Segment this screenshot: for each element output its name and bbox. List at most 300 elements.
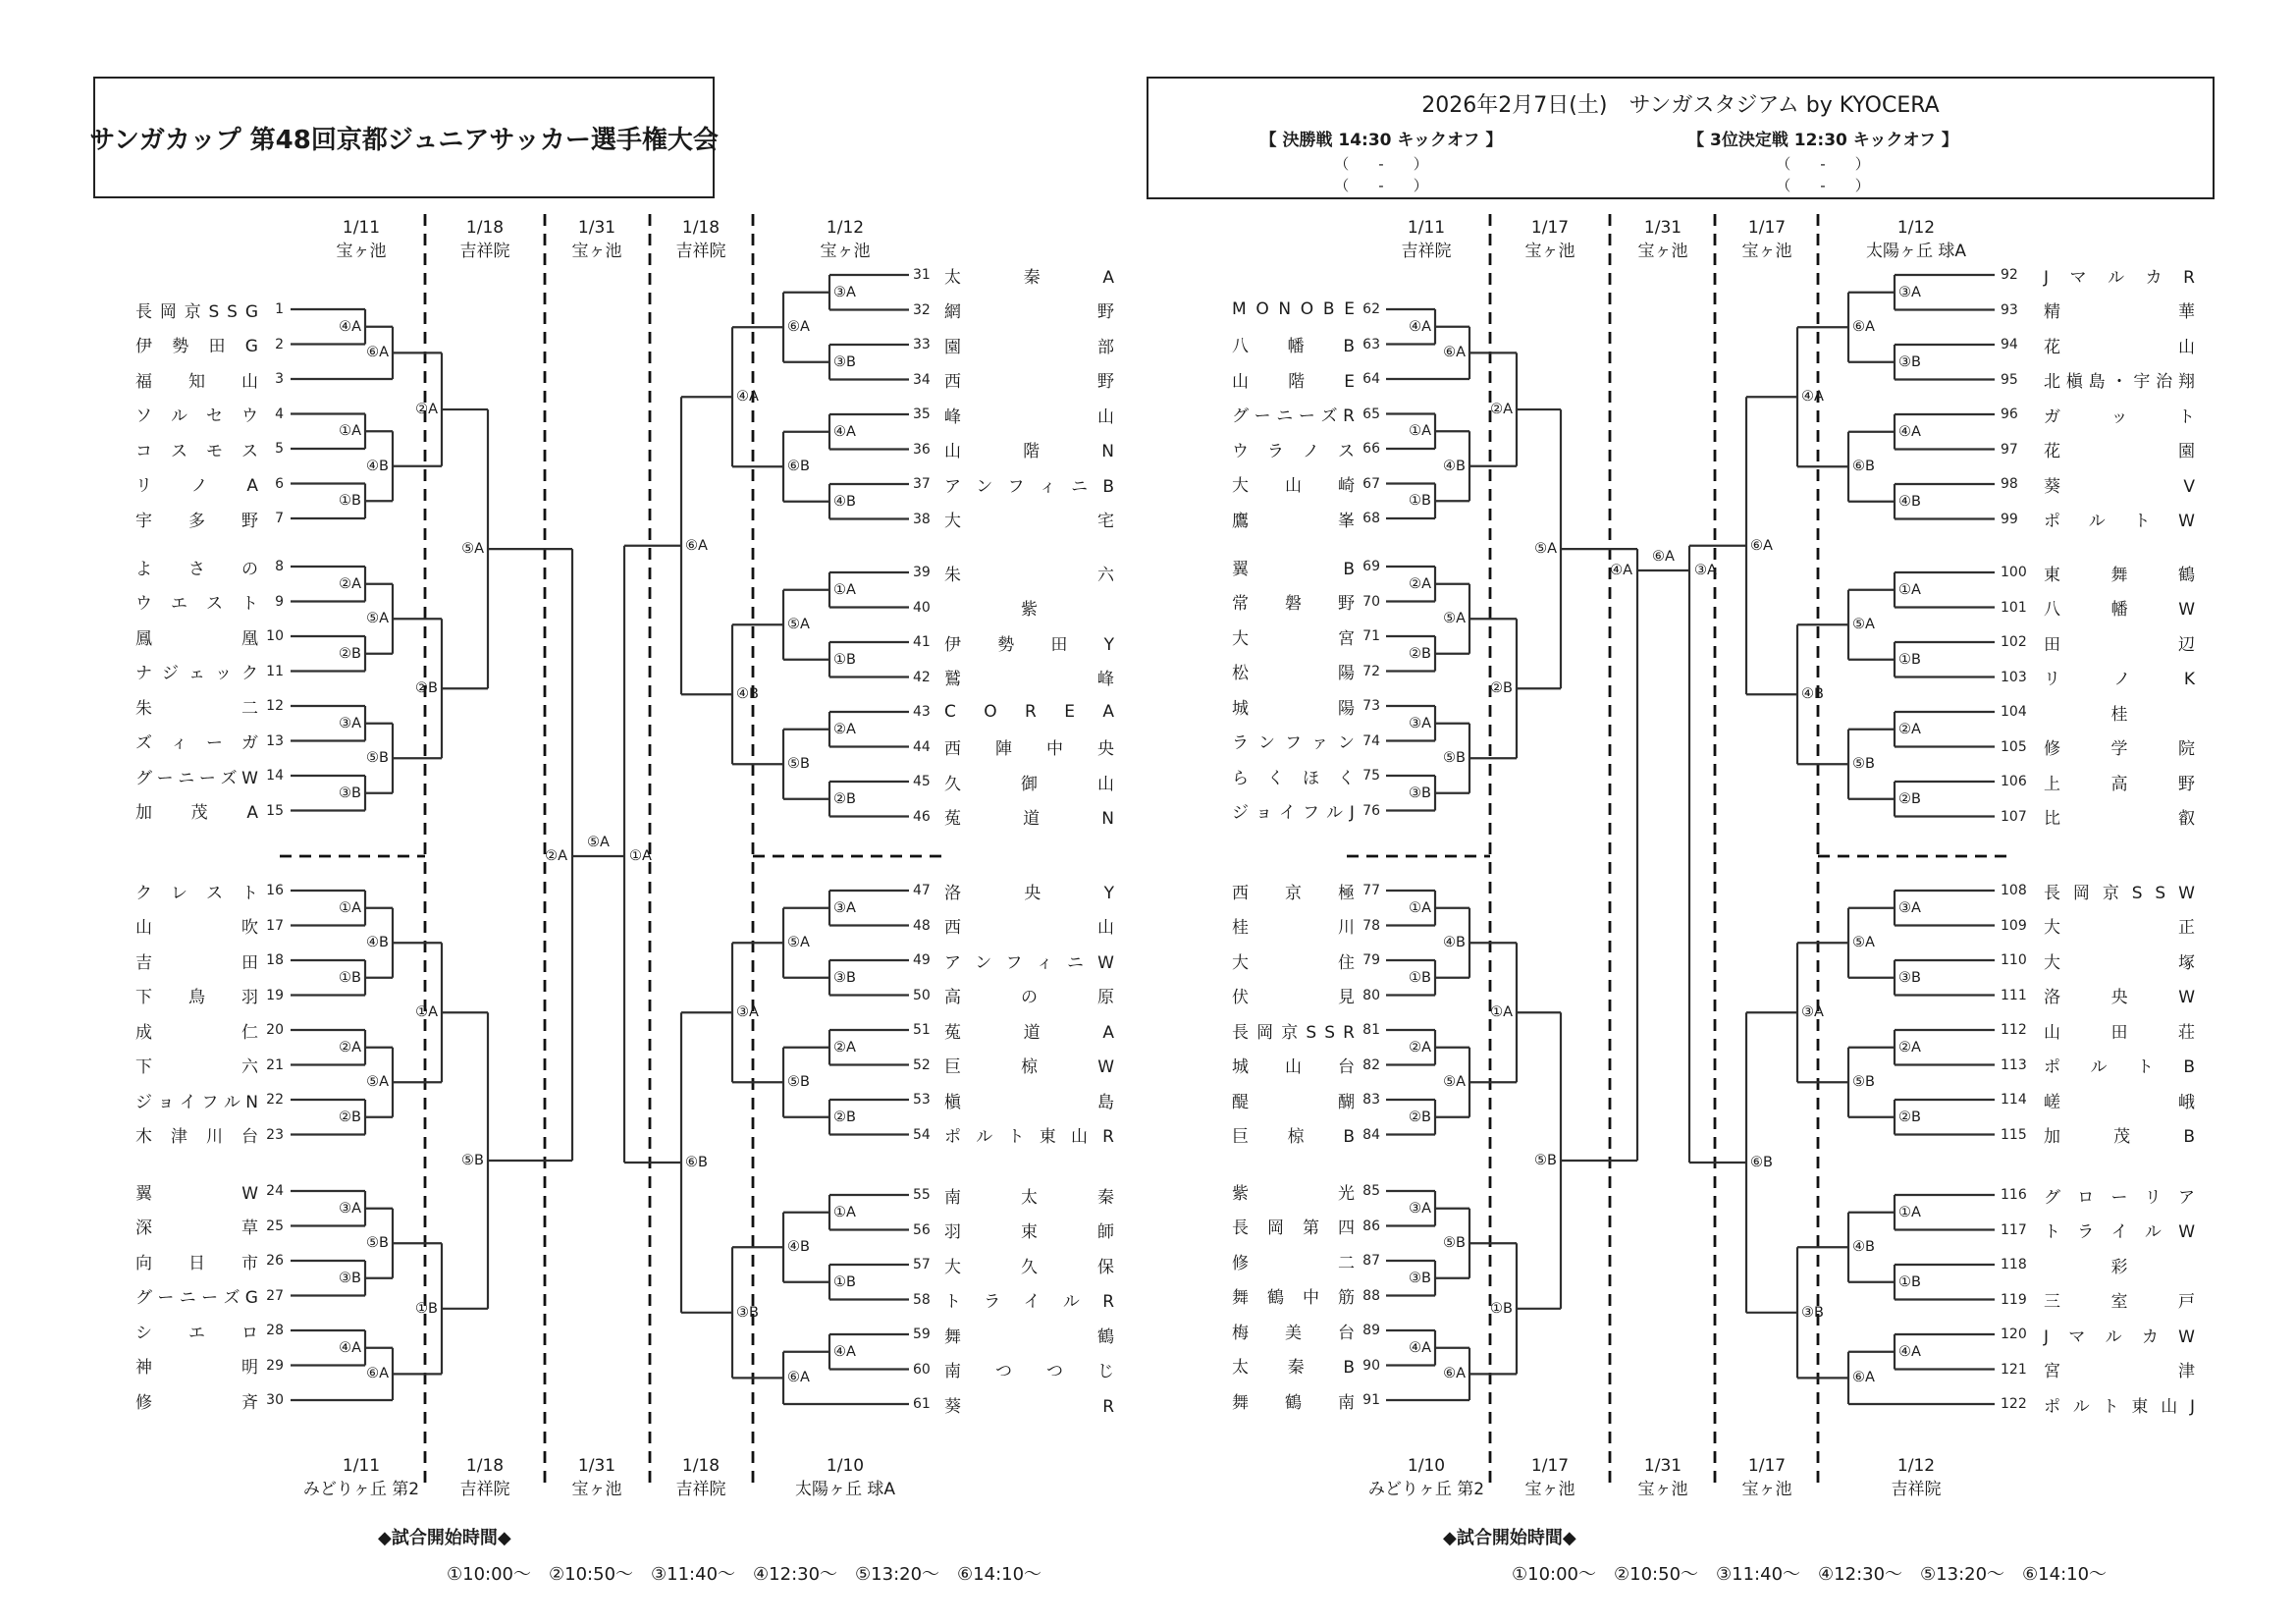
team-entry [913, 771, 1114, 792]
round-venue: 吉祥院 [459, 242, 510, 261]
match-label: ①B [1898, 1273, 1921, 1290]
team-number: 87 [1362, 1253, 1380, 1269]
team-number: 16 [266, 883, 284, 898]
match-label: ③A [339, 715, 361, 731]
team-name: 修 学 院 [2044, 739, 2195, 759]
match-label: ⑤A [366, 611, 389, 627]
team-entry [2001, 701, 2195, 723]
team-number: 111 [2001, 987, 2027, 1003]
match-label: ①A [1409, 899, 1431, 916]
team-number: 69 [1362, 559, 1380, 574]
round-header [1866, 216, 1966, 263]
team-number: 105 [2001, 738, 2027, 755]
round-venue: 宝ヶ池 [820, 242, 871, 261]
match-label: ③A [1409, 1200, 1431, 1217]
team-entry [913, 1393, 1114, 1415]
team-number: 113 [2001, 1056, 2027, 1073]
team-entry [913, 439, 1114, 460]
team-number: 106 [2001, 774, 2027, 789]
team-entry [1232, 985, 1380, 1006]
team-number: 18 [266, 952, 284, 968]
match-label: ②A [339, 575, 361, 592]
team-number: 33 [913, 337, 931, 352]
team-name: 葵 R [944, 1396, 1114, 1417]
team-entry [913, 949, 1114, 971]
match-label: ①B [339, 493, 361, 510]
team-entry [135, 1216, 284, 1237]
team-name: コ ス モ ス [135, 441, 258, 461]
team-number: 65 [1362, 406, 1380, 422]
team-entry [135, 765, 284, 786]
match-label: ①A [833, 1204, 856, 1220]
team-name: 葵 V [2044, 476, 2195, 497]
team-name: 西 野 [944, 372, 1114, 392]
team-number: 119 [2001, 1291, 2027, 1308]
team-name: シ エ ロ [135, 1323, 258, 1343]
round-venue: みどりヶ丘 第2 [302, 1480, 420, 1499]
match-label: ⑤B [366, 750, 389, 767]
match-label: ⑤A [787, 617, 810, 633]
match-label: ⑥A [1852, 319, 1875, 336]
team-name: 菟 道 A [944, 1022, 1114, 1043]
team-number: 92 [2001, 267, 2018, 283]
round-date: 1/12 [826, 218, 865, 238]
team-entry [135, 1180, 284, 1202]
match-label: ③A [1409, 715, 1431, 731]
team-name: グ ー ニ ー ズ G [135, 1288, 258, 1308]
round-date: 1/12 [1896, 218, 1936, 238]
team-name: ら く ほ く [1232, 768, 1355, 788]
match-label: ⑥A [685, 537, 708, 554]
team-number: 55 [913, 1187, 931, 1203]
team-number: 64 [1362, 371, 1380, 387]
team-number: 54 [913, 1126, 931, 1143]
team-name: 長 岡 第 四 [1232, 1218, 1355, 1238]
team-number: 122 [2001, 1396, 2027, 1412]
match-label: ①A [1898, 581, 1921, 598]
team-entry [2001, 299, 2195, 321]
event-header-box [1147, 77, 2215, 199]
team-entry [913, 1089, 1114, 1110]
match-label: ⑥A [366, 345, 389, 361]
page-title: サンガカップ 第48回京都ジュニアサッカー選手権大会 [93, 77, 715, 198]
team-entry [2001, 806, 2195, 828]
round-date: 1/31 [577, 1456, 616, 1476]
match-label: ⑥A [1852, 1370, 1875, 1386]
team-name: 菟 道 N [944, 809, 1114, 829]
team-entry [2001, 597, 2195, 619]
team-number: 40 [913, 599, 931, 616]
match-label: ⑥B [1750, 1155, 1773, 1171]
team-name: 大 正 [2044, 918, 2195, 938]
team-number: 2 [275, 336, 284, 352]
match-label: ⑤A [366, 1074, 389, 1091]
team-name: 宇 多 野 [135, 511, 258, 531]
team-name: 下 六 [135, 1057, 258, 1077]
team-entry [135, 1055, 284, 1076]
team-number: 32 [913, 301, 931, 318]
team-number: 116 [2001, 1187, 2027, 1203]
team-number: 84 [1362, 1126, 1380, 1143]
team-entry [1232, 1124, 1380, 1146]
team-number: 22 [266, 1092, 284, 1108]
match-label: ⑤B [1443, 1235, 1466, 1252]
team-entry [135, 556, 284, 577]
team-entry [913, 1219, 1114, 1241]
team-entry [1232, 1389, 1380, 1411]
team-entry [135, 334, 284, 355]
team-entry [2001, 334, 2195, 355]
team-number: 72 [1362, 663, 1380, 679]
team-name: C O R E A [944, 702, 1114, 722]
team-number: 9 [275, 593, 284, 610]
team-entry [135, 625, 284, 647]
team-name: リ ノ K [2044, 670, 2195, 689]
team-entry [135, 985, 284, 1006]
team-entry [913, 1124, 1114, 1146]
team-number: 68 [1362, 511, 1380, 526]
team-number: 10 [266, 628, 284, 644]
team-number: 120 [2001, 1326, 2027, 1342]
team-number: 100 [2001, 565, 2027, 580]
team-name: 宮 津 [2044, 1362, 2195, 1381]
team-entry [913, 1359, 1114, 1380]
team-name: 鷹 峯 [1232, 511, 1355, 531]
team-entry [2001, 985, 2195, 1006]
team-number: 53 [913, 1092, 931, 1108]
team-entry [135, 508, 284, 529]
team-number: 50 [913, 987, 931, 1003]
team-number: 90 [1362, 1357, 1380, 1374]
match-label: ③B [1898, 353, 1921, 370]
team-name: 西 陣 中 央 [944, 739, 1114, 759]
match-label: ③A [1898, 284, 1921, 300]
team-entry [913, 597, 1114, 619]
match-label: ③B [1409, 1270, 1431, 1286]
team-entry [135, 1019, 284, 1041]
match-label: ②B [833, 790, 856, 807]
final-score-placeholder: （ - ） [1334, 177, 1428, 194]
team-name: 大 塚 [2044, 952, 2195, 973]
match-label: ①B [339, 969, 361, 986]
team-number: 63 [1362, 336, 1380, 352]
round-date: 1/10 [826, 1456, 865, 1476]
team-name: ウ ラ ノ ス [1232, 441, 1355, 461]
team-name: 南 太 秦 [944, 1187, 1114, 1208]
team-entry [913, 1184, 1114, 1206]
round-venue: 宝ヶ池 [1637, 1480, 1688, 1499]
match-label: ③A [736, 1004, 759, 1021]
team-entry [913, 1055, 1114, 1076]
team-entry [1232, 438, 1380, 460]
team-number: 41 [913, 634, 931, 650]
team-name: グ ー ニ ー ズ W [135, 768, 258, 788]
round-venue: 宝ヶ池 [1524, 242, 1575, 261]
round-date: 1/31 [1643, 1456, 1682, 1476]
round-header [1525, 216, 1575, 263]
team-number: 91 [1362, 1392, 1380, 1408]
round-date: 1/12 [1896, 1456, 1936, 1476]
round-header [1525, 1454, 1575, 1501]
team-entry [135, 731, 284, 752]
team-number: 88 [1362, 1287, 1380, 1304]
match-label: ⑤B [461, 1153, 484, 1169]
team-number: 38 [913, 511, 931, 527]
team-entry [135, 368, 284, 390]
team-name: 紫 光 [1232, 1183, 1355, 1204]
match-label: ⑤A [1534, 541, 1557, 558]
team-entry [2001, 439, 2195, 460]
team-number: 70 [1362, 593, 1380, 610]
team-entry [1232, 731, 1380, 752]
team-name: 久 御 山 [944, 774, 1114, 794]
team-number: 62 [1362, 301, 1380, 317]
team-entry [2001, 1393, 2195, 1415]
team-number: 86 [1362, 1218, 1380, 1234]
match-label: ⑤A [1852, 617, 1875, 633]
team-name: ト ラ イ ル R [944, 1292, 1114, 1312]
team-entry [1232, 1180, 1380, 1202]
team-name: 精 華 [2044, 302, 2195, 322]
team-number: 59 [913, 1326, 931, 1342]
team-name: 桂 川 [1232, 918, 1355, 938]
round-date: 1/18 [681, 218, 721, 238]
match-label: ③B [1409, 785, 1431, 801]
team-entry [2001, 736, 2195, 758]
team-entry [1232, 1285, 1380, 1307]
team-entry [135, 1320, 284, 1341]
team-number: 28 [266, 1323, 284, 1338]
team-name: 深 草 [135, 1218, 258, 1238]
team-entry [2001, 1289, 2195, 1311]
round-venue: 宝ヶ池 [336, 242, 387, 261]
team-number: 112 [2001, 1022, 2027, 1038]
team-entry [2001, 509, 2195, 530]
match-label: ①A [833, 581, 856, 598]
team-number: 21 [266, 1056, 284, 1073]
round-header [303, 1454, 419, 1501]
team-name: 朱 六 [944, 565, 1114, 585]
match-label: ①B [415, 1300, 438, 1317]
kickoff-times-heading: ◆試合開始時間◆ [1443, 1528, 1576, 1548]
team-entry [1232, 661, 1380, 682]
team-number: 94 [2001, 337, 2018, 352]
team-number: 80 [1362, 987, 1380, 1003]
team-name: 伏 見 [1232, 988, 1355, 1007]
team-entry [1232, 556, 1380, 577]
team-number: 6 [275, 475, 284, 492]
round-header [572, 216, 622, 263]
team-name: 大 山 崎 [1232, 476, 1355, 496]
team-name: 太 秦 B [1232, 1358, 1355, 1378]
team-name: 松 陽 [1232, 664, 1355, 683]
team-number: 95 [2001, 371, 2018, 388]
team-number: 19 [266, 987, 284, 1003]
team-number: 108 [2001, 883, 2027, 898]
team-entry [2001, 771, 2195, 792]
match-label: ②B [1898, 790, 1921, 807]
team-name: 花 園 [2044, 442, 2195, 461]
team-name: 比 叡 [2044, 809, 2195, 829]
team-name: 桂 [2110, 704, 2128, 725]
team-number: 23 [266, 1126, 284, 1143]
team-number: 104 [2001, 704, 2027, 720]
team-number: 37 [913, 476, 931, 492]
match-label: ④B [736, 686, 759, 703]
match-label: ⑤A [461, 541, 484, 558]
team-entry [1232, 404, 1380, 425]
round-date: 1/31 [1643, 218, 1682, 238]
third-score-placeholder: （ - ） [1776, 155, 1870, 173]
match-label: ⑥B [787, 459, 810, 475]
match-label: ④B [1443, 935, 1466, 951]
team-entry [1232, 1055, 1380, 1076]
round-date: 1/11 [1407, 218, 1446, 238]
team-name: ガ ッ ト [2044, 406, 2195, 427]
match-label: ⑤B [1534, 1153, 1557, 1169]
round-header [572, 1454, 622, 1501]
final-label: ⑥A [1652, 549, 1675, 565]
team-number: 103 [2001, 669, 2027, 685]
team-number: 43 [913, 704, 931, 720]
match-label: ②B [1409, 1109, 1431, 1125]
team-entry [913, 509, 1114, 530]
team-entry [1232, 368, 1380, 390]
round-header [1892, 1454, 1942, 1501]
match-label: ①B [1490, 1300, 1513, 1317]
match-label: ②A [1490, 402, 1513, 418]
team-number: 101 [2001, 599, 2027, 616]
team-number: 56 [913, 1221, 931, 1238]
kickoff-times: ①10:00～ ②10:50～ ③11:40～ ④12:30～ ⑤13:20～ ⑥14:10～ [447, 1564, 1042, 1585]
match-label: ④B [1801, 686, 1824, 703]
team-number: 57 [913, 1257, 931, 1272]
round-venue: 吉祥院 [1401, 242, 1452, 261]
match-label: ③B [1801, 1304, 1824, 1321]
match-label: ①B [1409, 493, 1431, 510]
round-venue: 太陽ヶ丘 球A [1865, 242, 1967, 261]
team-entry [1232, 508, 1380, 529]
team-name: 洛 央 Y [944, 883, 1114, 903]
team-entry [913, 985, 1114, 1006]
team-entry [1232, 1250, 1380, 1272]
team-name: 成 仁 [135, 1022, 258, 1043]
team-number: 60 [913, 1361, 931, 1378]
team-entry [135, 800, 284, 822]
round-header [795, 1454, 895, 1501]
team-entry [2001, 562, 2195, 583]
match-label: ②A [1409, 575, 1431, 592]
team-name: 北 槇 島 ・ 宇 治 翔 [2044, 372, 2195, 392]
team-name: 福 知 山 [135, 371, 258, 392]
semifinal-label: ③A [1694, 563, 1717, 578]
team-name: 三 室 戸 [2044, 1292, 2195, 1312]
round-header [1742, 216, 1792, 263]
team-number: 36 [913, 441, 931, 458]
team-name: 梅 美 台 [1232, 1323, 1355, 1343]
team-number: 7 [275, 511, 284, 526]
team-number: 109 [2001, 917, 2027, 934]
team-name: 大 久 保 [944, 1257, 1114, 1277]
team-entry [2001, 1089, 2195, 1110]
team-name: 舞 鶴 中 筋 [1232, 1288, 1355, 1308]
team-entry [913, 299, 1114, 321]
match-label: ⑥A [787, 1370, 810, 1386]
match-label: ①B [1409, 969, 1431, 986]
match-label: ①B [833, 1273, 856, 1290]
team-number: 74 [1362, 732, 1380, 749]
match-label: ④B [1852, 1239, 1875, 1256]
team-name: ズ ィ ー ガ [135, 733, 258, 753]
match-label: ⑤A [1852, 935, 1875, 951]
team-number: 85 [1362, 1183, 1380, 1199]
match-label: ⑤B [1443, 750, 1466, 767]
team-number: 110 [2001, 952, 2027, 968]
team-number: 5 [275, 441, 284, 457]
match-label: ③A [1801, 1004, 1824, 1021]
team-entry [2001, 404, 2195, 425]
team-name: 彩 [2110, 1257, 2128, 1277]
team-entry [135, 915, 284, 937]
team-entry [2001, 1254, 2195, 1275]
team-name: 鷲 峰 [944, 670, 1114, 689]
team-entry [913, 473, 1114, 495]
round-header [1742, 1454, 1792, 1501]
team-name: 向 日 市 [135, 1253, 258, 1273]
match-label: ④A [736, 389, 759, 406]
team-entry [913, 915, 1114, 937]
match-label: ④A [1409, 1339, 1431, 1356]
team-entry [913, 264, 1114, 286]
team-entry [913, 1289, 1114, 1311]
event-date-venue: 2026年2月7日(土) サンガスタジアム by KYOCERA [1421, 93, 1940, 118]
team-number: 96 [2001, 406, 2018, 422]
team-number: 82 [1362, 1056, 1380, 1073]
match-label: ②A [1409, 1039, 1431, 1056]
team-number: 17 [266, 917, 284, 934]
team-name: 修 二 [1232, 1253, 1355, 1273]
team-entry [913, 369, 1114, 391]
round-venue: 吉祥院 [675, 1480, 726, 1499]
team-entry [2001, 631, 2195, 653]
team-name: 東 舞 鶴 [2044, 565, 2195, 585]
match-label: ⑥A [1443, 345, 1466, 361]
team-number: 14 [266, 768, 284, 784]
match-label: ③B [833, 969, 856, 986]
team-number: 83 [1362, 1092, 1380, 1108]
round-date: 1/11 [342, 218, 381, 238]
team-name: ア ン フ ィ ニ B [944, 476, 1114, 497]
round-header [676, 216, 726, 263]
team-name: 翼 B [1232, 559, 1355, 579]
team-name: 伊 勢 田 Y [944, 634, 1114, 655]
team-number: 77 [1362, 883, 1380, 898]
team-name: 舞 鶴 南 [1232, 1392, 1355, 1413]
team-number: 114 [2001, 1092, 2027, 1108]
team-entry [1232, 915, 1380, 937]
team-entry [1232, 1355, 1380, 1377]
round-date: 1/17 [1747, 218, 1787, 238]
team-name: ト ラ イ ル W [2044, 1222, 2195, 1242]
team-name: 鳳 凰 [135, 628, 258, 649]
match-label: ④A [833, 423, 856, 440]
round-header [1402, 216, 1452, 263]
match-label: ⑤B [787, 1074, 810, 1091]
team-entry [913, 334, 1114, 355]
team-entry [1232, 473, 1380, 495]
team-name: 長 岡 京 S S R [1232, 1022, 1355, 1043]
match-label: ④A [1801, 389, 1824, 406]
